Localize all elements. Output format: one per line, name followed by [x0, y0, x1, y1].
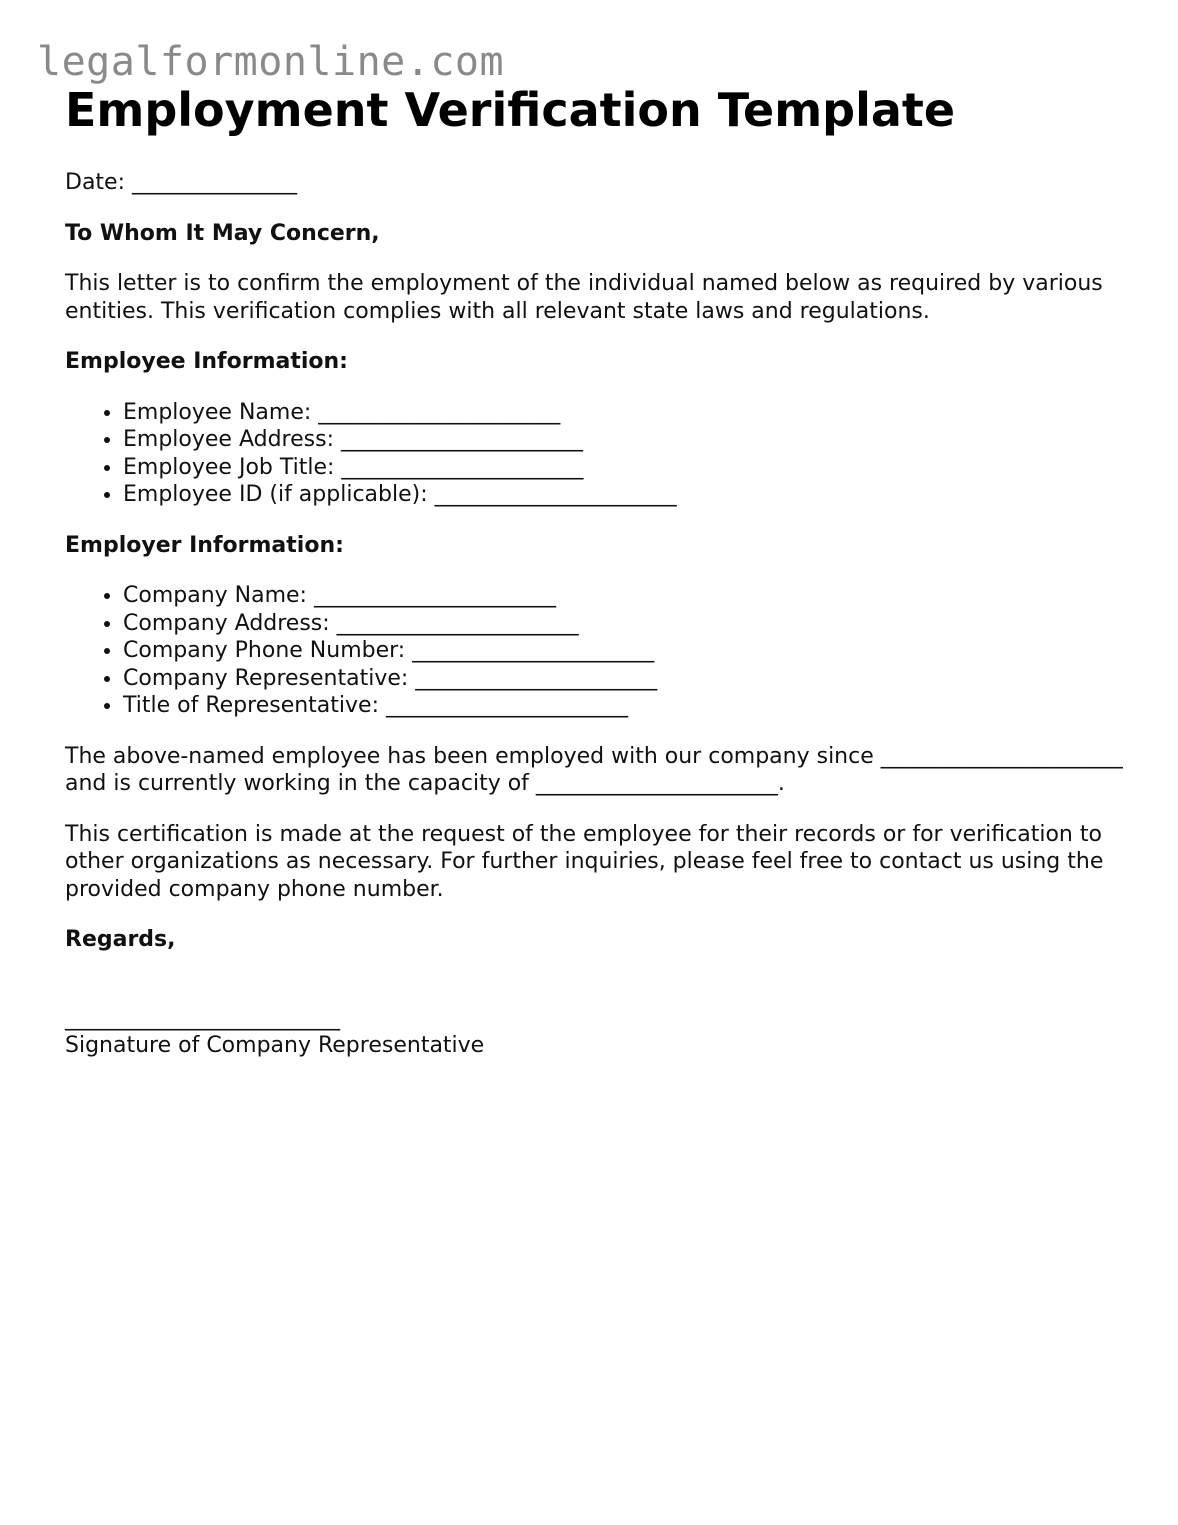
employee-section-heading: Employee Information:: [65, 349, 348, 374]
page-title: Employment Verification Template: [65, 83, 956, 137]
employee-info-list: [65, 399, 1125, 509]
employer-info-list: [65, 582, 1125, 720]
salutation: To Whom It May Concern,: [65, 220, 380, 246]
watermark: legalformonline.com: [37, 39, 505, 85]
date-line: Date: _______________: [65, 170, 297, 195]
list-item-employee-id: • Employee ID (if applicable): ______________________: [123, 481, 1125, 509]
list-item-employee-address: • Employee Address: ______________________: [123, 426, 1125, 454]
signature-line: _________________________: [65, 1005, 340, 1031]
list-item-company-phone: • Company Phone Number: ______________________: [123, 637, 1125, 665]
list-item-representative-title: • Title of Representative: ______________________: [123, 692, 1125, 720]
employer-section-heading: Employer Information:: [65, 532, 344, 558]
certification-paragraph: This certification is made at the request of the employee for their records or for verification to other organizations as necessary. For further inquiries, please feel free to contact us using the provided company phone number.: [65, 821, 1104, 902]
document-page: [65, 82, 1125, 1060]
list-item-company-representative: • Company Representative: ______________________: [123, 665, 1125, 693]
list-item-employee-name: • Employee Name: ______________________: [123, 399, 1125, 427]
signature-label: Signature of Company Representative: [65, 1033, 485, 1058]
intro-paragraph: This letter is to confirm the employment of the individual named below as required by various entities. This verification complies with all relevant state laws and regulations.: [65, 271, 1103, 324]
closing: Regards,: [65, 927, 176, 952]
list-item-company-name: • Company Name: ______________________: [123, 582, 1125, 610]
list-item-employee-job-title: • Employee Job Title: ______________________: [123, 454, 1125, 482]
employment-statement: The above-named employee has been employed with our company since ______________________ and is currently working in the capacity of ______________________.: [65, 743, 1123, 796]
list-item-company-address: • Company Address: ______________________: [123, 610, 1125, 638]
